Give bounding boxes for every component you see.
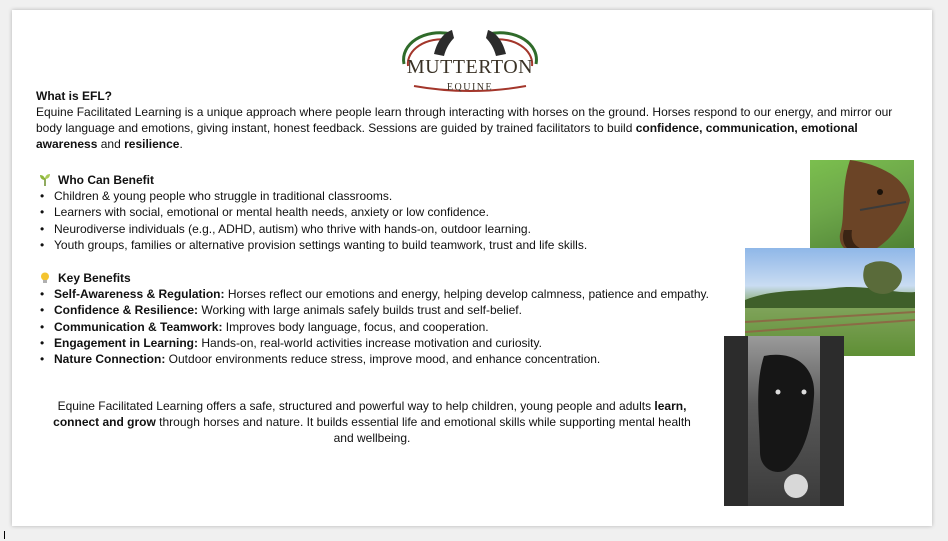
benefits-section xyxy=(36,270,736,367)
list-item: • Children & young people who struggle in traditional classrooms. xyxy=(54,188,736,204)
benefit-text: Horses reflect our emotions and energy, helping develop calmness, patience and empathy. xyxy=(224,287,709,302)
who-list xyxy=(36,188,736,253)
efl-bold-2: resilience xyxy=(124,137,180,151)
benefits-heading-row xyxy=(38,270,736,286)
benefit-text: Working with large animals safely builds trust and self-belief. xyxy=(198,303,522,318)
who-heading-row xyxy=(38,172,736,188)
closing-text-1: Equine Facilitated Learning offers a safe, structured and powerful way to help children, young people and adults xyxy=(57,399,655,413)
list-item: • Youth groups, families or alternative provision settings wanting to build teamwork, trust and life skills. xyxy=(54,237,736,253)
list-item xyxy=(54,319,736,335)
benefits-list xyxy=(36,286,736,367)
slide xyxy=(12,10,932,526)
benefit-title: Nature Connection: xyxy=(54,352,166,367)
closing-paragraph xyxy=(52,398,692,446)
efl-text-3: . xyxy=(179,137,183,151)
closing-bold: learn, connect and grow xyxy=(53,399,687,429)
list-item xyxy=(54,351,736,367)
benefit-title: Engagement in Learning: xyxy=(54,335,199,350)
horse-photo xyxy=(810,160,914,256)
efl-bold-1: confidence, communication, emotional awareness xyxy=(36,121,858,151)
efl-heading: What is EFL? xyxy=(36,89,112,103)
text-cursor xyxy=(4,531,5,539)
lightbulb-icon xyxy=(38,271,52,285)
who-heading: Who Can Benefit xyxy=(58,173,154,187)
list-item xyxy=(54,302,736,318)
sprout-icon xyxy=(38,173,52,187)
efl-text-1: Equine Facilitated Learning is a unique approach where people learn through interacting with horses on the ground. Horses respond to our energy, and mirror our body language and emotions, giving instant, honest feedback. Sessions are guided by trained facilitators to build xyxy=(36,105,893,135)
efl-paragraph xyxy=(36,104,896,152)
logo-subtitle: EQUINE xyxy=(446,82,494,93)
efl-text-2: and xyxy=(97,137,125,151)
closing-text-2: through horses and nature. It builds essential life and emotional skills while supporting mental health and wellbeing. xyxy=(155,415,691,445)
benefit-text: Hands-on, real-world activities increase motivation and curiosity. xyxy=(198,335,542,350)
list-item xyxy=(54,286,736,302)
benefit-title: Confidence & Resilience: xyxy=(54,303,199,318)
list-item: • Neurodiverse individuals (e.g., ADHD, autism) who thrive with hands-on, outdoor learning. xyxy=(54,221,736,237)
list-item xyxy=(54,335,736,351)
efl-section xyxy=(36,88,896,152)
benefits-heading: Key Benefits xyxy=(58,271,131,285)
horse-stable-photo xyxy=(724,336,844,506)
who-section xyxy=(36,172,736,253)
benefit-title: Self-Awareness & Regulation: xyxy=(54,287,225,302)
list-item: • Learners with social, emotional or mental health needs, anxiety or low confidence. xyxy=(54,204,736,220)
benefit-text: Outdoor environments reduce stress, improve mood, and enhance concentration. xyxy=(165,352,601,367)
benefit-title: Communication & Teamwork: xyxy=(54,319,223,334)
mutterton-logo xyxy=(394,24,546,96)
benefit-text: Improves body language, focus, and cooperation. xyxy=(222,319,489,334)
logo-name: MUTTERTON xyxy=(406,56,534,78)
